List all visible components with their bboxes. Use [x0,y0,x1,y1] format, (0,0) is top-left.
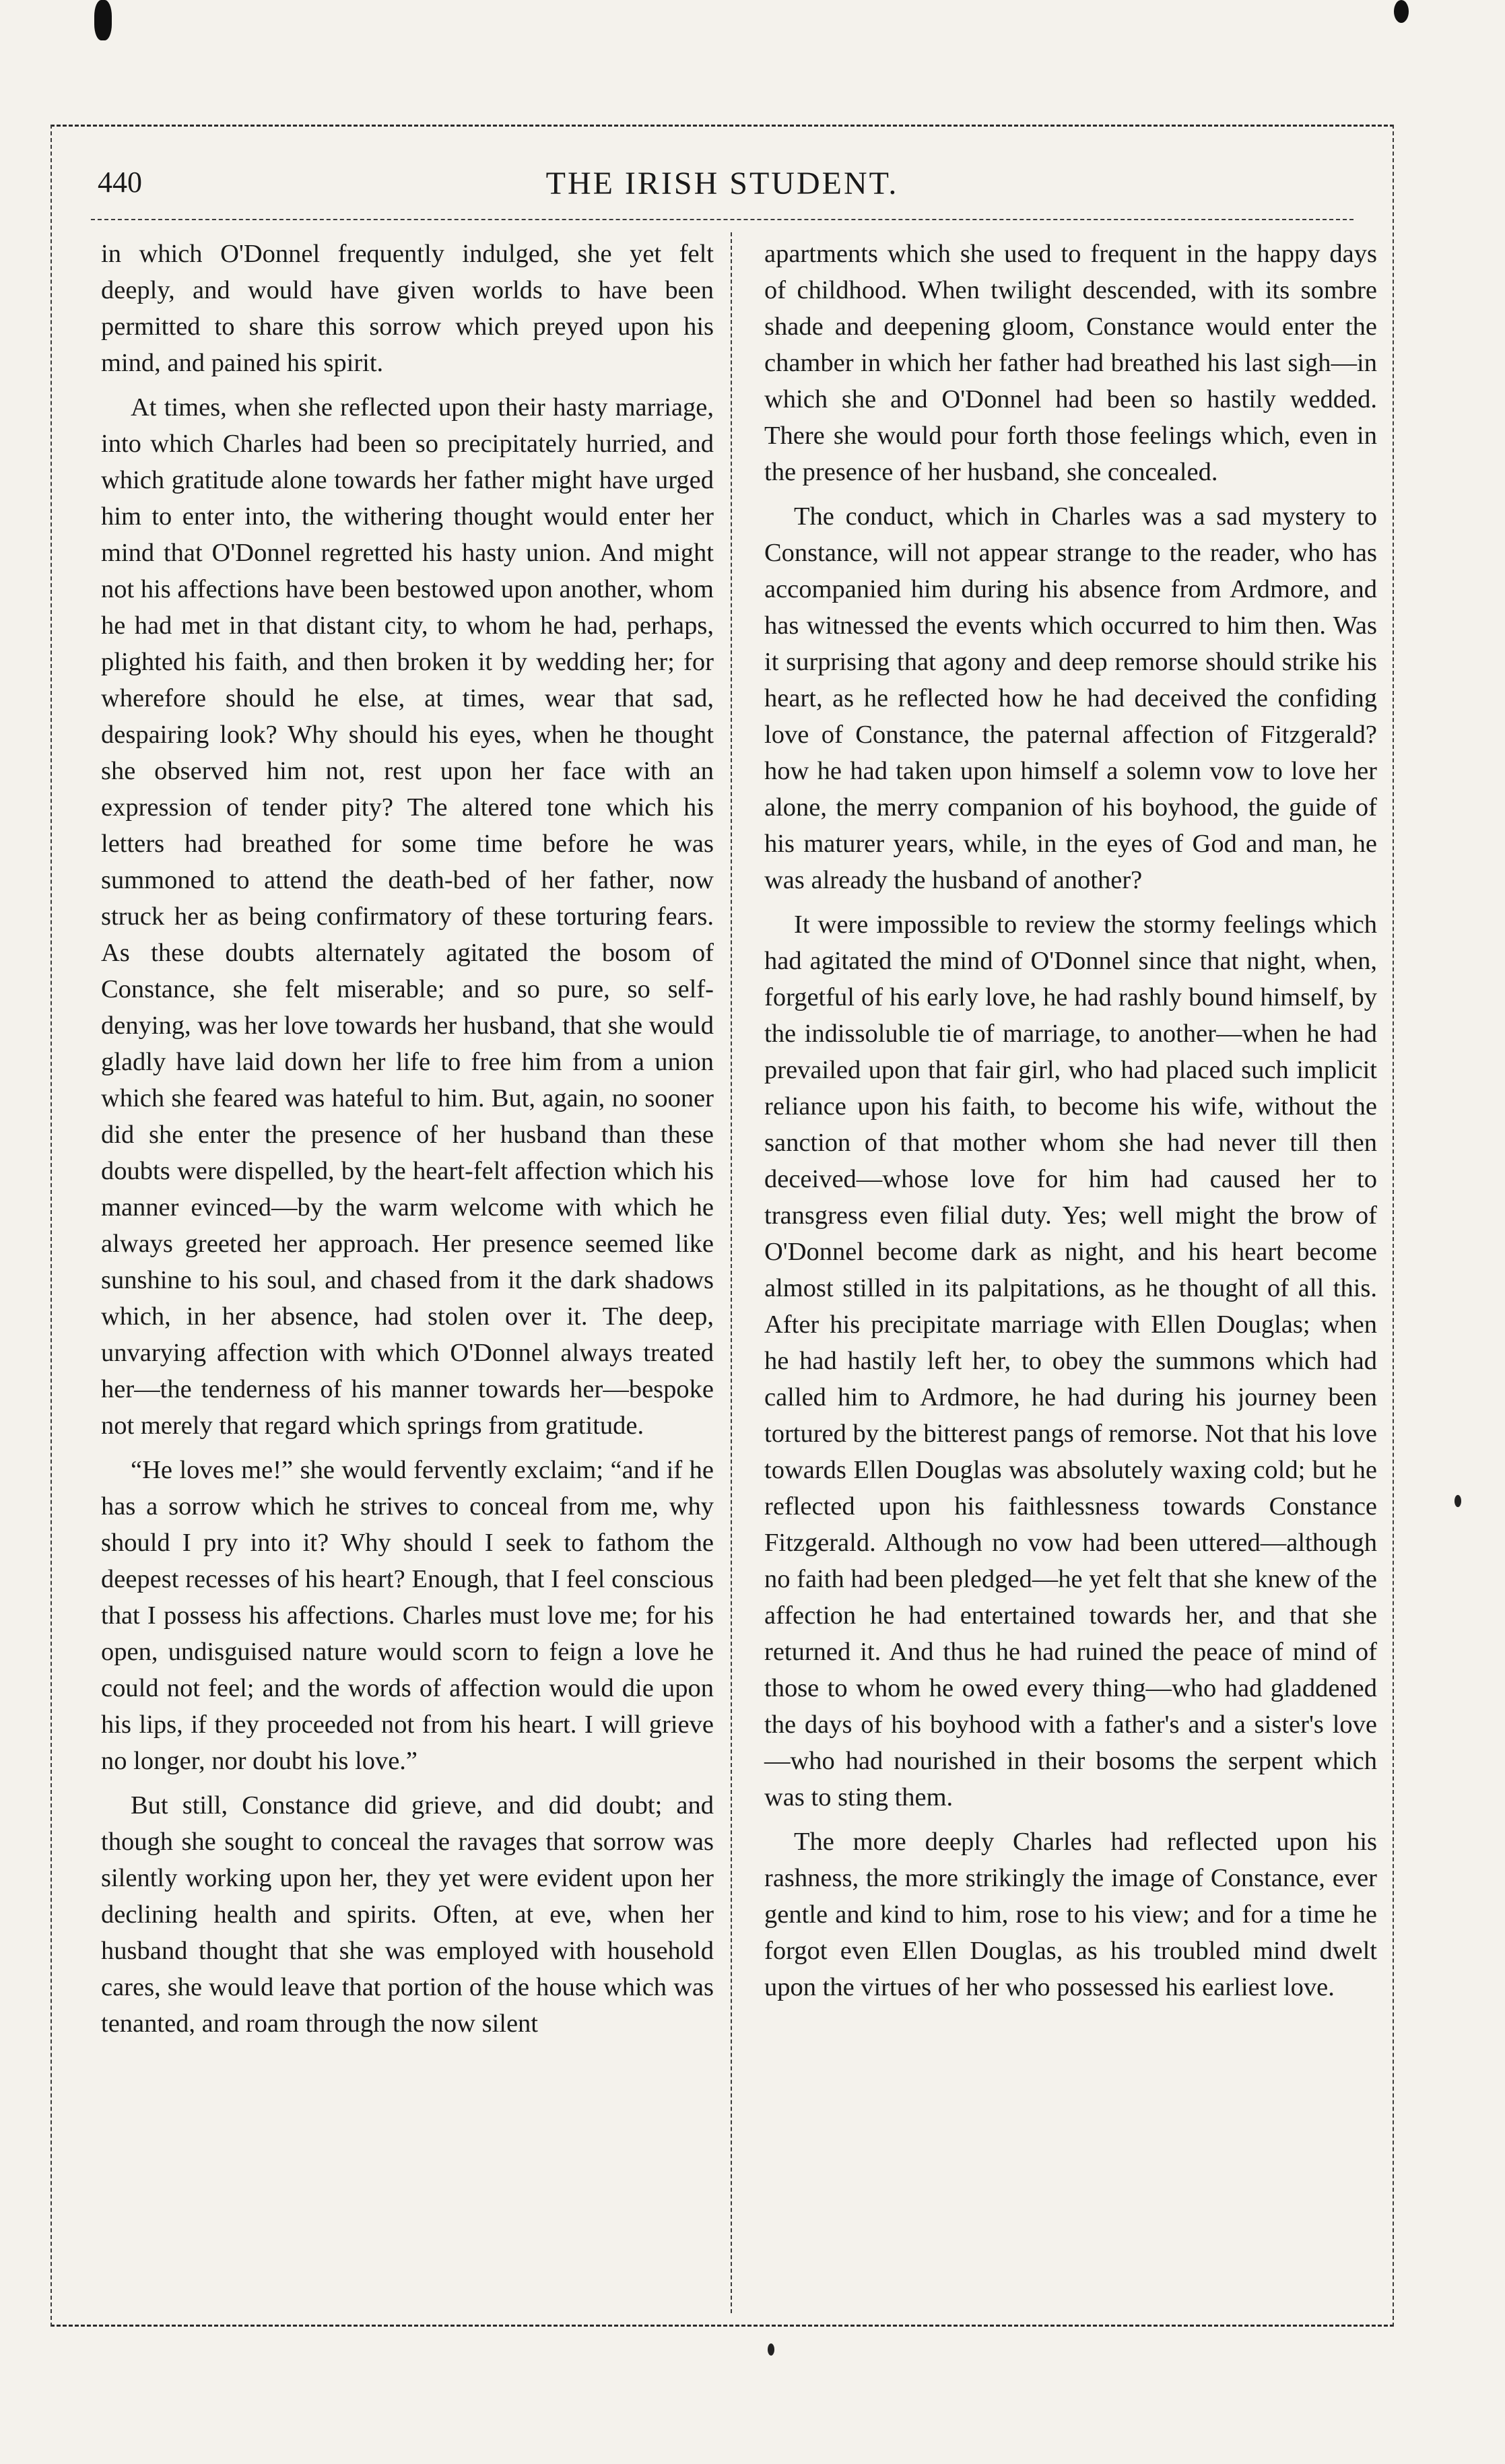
paragraph: The conduct, which in Charles was a sad mystery to Constance, will not appear strange to the reader, who has accompanied him during his absence from Ardmore, and has witnessed the events which occurred to him then. Was it surprising that agony and deep remorse should strike his heart, as he reflected how he had deceived the confiding love of Constance, the paternal affection of Fitzgerald? how he had taken upon himself a solemn vow to love her alone, the merry companion of his boyhood, the guide of his maturer years, while, in the eyes of God and man, he was already the husband of another? [764,502,1377,894]
ink-speck [1454,1495,1461,1507]
paragraph: It were impossible to review the stormy feelings which had agitated the mind of O'Donnel since that night, when, forgetful of his early love, he had rashly bound himself, by the indissoluble tie of marriage, to another—when he had prevailed upon that fair girl, who had placed such implicit reliance upon his faith, to become his wife, without the sanction of that mother whom she had never till then deceived—whose love for him had caused her to transgress even filial duty. Yes; well might the brow of O'Donnel become dark as night, and his heart become almost stilled in its palpitations, as he thought of all this. After his precipitate marriage with Ellen Douglas; when he had hastily left her, to obey the summons which had called him to Ardmore, he had during his journey been tortured by the bitterest pangs of remorse. Not that his love towards Ellen Douglas was absolutely waxing cold; but he reflected upon his faithlessness towards Constance Fitzgerald. Although no vow had been uttered—although no faith had been pledged—he yet felt that she knew of the affection he had entertained towards her, and that she returned it. And thus he had ruined the peace of mind of those to whom he owed every thing—who had gladdened the days of his boyhood with a father's and a sister's love—who had nourished in their bosoms the serpent which was to sting them. [764,910,1377,1811]
running-title: THE IRISH STUDENT. [545,166,899,201]
header-rule [91,219,1353,220]
left-column [101,236,714,2050]
border-top [51,125,1394,127]
paragraph: apartments which she used to frequent in the happy days of childhood. When twilight descended, with its sombre shade and deepening gloom, Constance would enter the chamber in which her father had breathed his last sigh—in which she and O'Donnel had been so hastily wedded. There she would pour forth those feelings which, even in the presence of her husband, she concealed. [764,240,1377,486]
paragraph: But still, Constance did grieve, and did doubt; and though she sought to conceal the ravages that sorrow was silently working upon her, they yet were evident upon her declining health and spirits. Often, at eve, when her husband thought that she was employed with household cares, she would leave that portion of the house which was tenanted, and roam through the now silent [101,1791,714,2038]
paragraph: At times, when she reflected upon their hasty marriage, into which Charles had been so precipitately hurried, and which gratitude alone towards her father might have urged him to enter into, the withering thought would enter her mind that O'Donnel regretted his hasty union. And might not his affections have been bestowed upon another, whom he had met in that distant city, to whom he had, perhaps, plighted his faith, and then broken it by wedding her; for wherefore should he else, at times, wear that sad, despairing look? Why should his eyes, when he thought she observed him not, rest upon her face with an expression of tender pity? The altered tone which his letters had breathed for some time before he was summoned to attend the death-bed of her father, now struck her as being confirmatory of these torturing fears. As these doubts alternately agitated the bosom of Constance, she felt miserable; and so pure, so self-denying, was her love towards her husband, that she would gladly have laid down her life to free him from a union which she feared was hateful to him. But, again, no sooner did she enter the presence of her husband than these doubts were dispelled, by the heart-felt affection which his manner evinced—by the warm welcome with which he always greeted her approach. Her presence seemed like sunshine to his soul, and chased from it the dark shadows which, in her absence, had stolen over it. The deep, unvarying affection with which O'Donnel always treated her—the tenderness of his manner towards her—bespoke not merely that regard which springs from gratitude. [101,393,714,1440]
paragraph: in which O'Donnel frequently indulged, she yet felt deeply, and would have given worlds to have been permitted to share this sorrow which preyed upon his mind, and pained his spirit. [101,240,714,377]
page-number: 440 [98,166,142,199]
column-divider [731,232,732,2313]
page-header [98,165,1347,212]
ink-blot [1394,0,1409,23]
border-bottom [51,2325,1394,2327]
ink-speck [768,2343,774,2356]
border-left [51,125,52,2327]
paragraph: “He loves me!” she would fervently exclaim; “and if he has a sorrow which he strives to conceal from me, why should I pry into it? Why should I seek to fathom the deepest recesses of his heart? Enough, that I feel conscious that I possess his affections. Charles must love me; for his open, undisguised nature would scorn to feign a love he could not feel; and the words of affection would die upon his lips, if they proceeded not from his heart. I will grieve no longer, nor doubt his love.” [101,1456,714,1775]
border-right [1393,125,1394,2327]
right-column [764,236,1377,2013]
page-frame [51,125,1394,2327]
ink-blot [94,0,112,40]
paragraph: The more deeply Charles had reflected upon his rashness, the more strikingly the image of Constance, ever gentle and kind to him, rose to his view; and for a time he forgot even Ellen Douglas, as his troubled mind dwelt upon the virtues of her who possessed his earliest love. [764,1828,1377,2001]
